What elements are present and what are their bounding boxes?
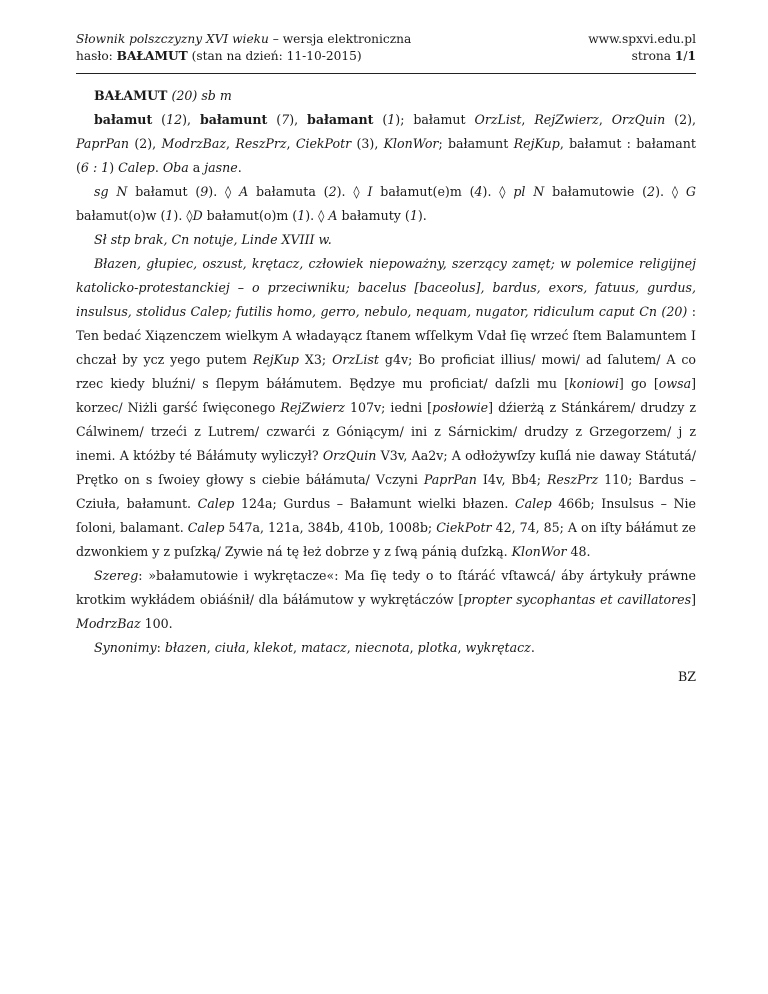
text-run: ), <box>182 112 200 127</box>
text-run: ) <box>109 160 119 175</box>
header-right <box>588 31 696 65</box>
text-run: , <box>521 112 535 127</box>
text-run: bałamant <box>307 112 374 127</box>
text-run: : »bałamutowie i wykrętacze«: Ma ſię tedy o to ſtáráć vſtawcá/ áby ártykuły práwne krotkim wykłádem obiáśnił/ dla báłámutow y wykrętáczów [ <box>76 568 696 607</box>
text-run: 7 <box>281 112 290 127</box>
text-run: g4v; Bo proficiat illius/ mowi/ ad ſalutem/ A co rzec kiedy bluźni/ s ſlepym báłámutem. Będzye mu proficiat/ daſzli mu [ <box>76 352 696 391</box>
text-run: koniowi <box>569 376 619 391</box>
entry-headline <box>76 84 696 108</box>
text-run: 12 <box>166 112 183 127</box>
text-run: sg N <box>94 184 128 199</box>
text-run: Calep <box>187 520 225 535</box>
text-run: OrzQuin <box>322 448 377 463</box>
phrase-paragraph <box>76 564 696 636</box>
entry-word: BAŁAMUT <box>116 49 188 63</box>
text-run: Szereg <box>94 568 139 583</box>
part-of-speech: sb m <box>201 88 232 103</box>
text-run: (2), <box>129 136 162 151</box>
text-run: 48. <box>566 544 591 559</box>
text-run: 9 <box>200 184 209 199</box>
source-title: Słownik polszczyzny XVI wieku <box>76 32 269 46</box>
text-run: . <box>530 640 535 655</box>
author-initials: BZ <box>677 669 696 684</box>
text-run: ), <box>289 112 308 127</box>
text-run: 1 <box>387 112 396 127</box>
text-run: 110; Bardus – Cziuła, bałamunt. <box>76 472 696 511</box>
text-run: bałamunt <box>199 112 268 127</box>
text-run: , <box>245 640 254 655</box>
page-current: 1 <box>674 49 684 63</box>
text-run: 1 <box>297 208 306 223</box>
text-run: ] <box>691 592 696 607</box>
text-run: G <box>685 184 696 199</box>
text-run: , <box>226 136 236 151</box>
text-run: A <box>239 184 249 199</box>
text-run: RejKup <box>513 136 560 151</box>
text-run: propter sycophantas et cavillatores <box>463 592 692 607</box>
text-run: A <box>328 208 338 223</box>
text-run: ). <box>417 208 427 223</box>
text-run: matacz <box>300 640 347 655</box>
text-run: bałamuta ( <box>248 184 329 199</box>
text-run: ); bałamut <box>395 112 475 127</box>
entry-date: (stan na dzień: 11-10-2015) <box>187 49 362 63</box>
text-run: X3; <box>299 352 333 367</box>
text-run: Błazen, głupiec, oszust, krętacz, człowiek niepoważny, szerzący zamęt; w polemice religijnej katolicko-protestanckiej – o przeciwniku; bacelus [baceolus], bardus, exors, fatuus, gurdus, insulsus, stolidus Calep; futilis homo, gerro, nebulo, nequam, nugator, ridiculum caput Cn (20) <box>76 256 696 319</box>
text-run: ; bałamunt <box>438 136 514 151</box>
text-run: 1 <box>165 208 174 223</box>
text-run: ). ◊ <box>208 184 240 199</box>
text-run: ). ◊ <box>305 208 329 223</box>
entry-prefix: hasło: <box>76 49 117 63</box>
meaning-paragraph <box>76 252 696 564</box>
text-run: , <box>286 136 296 151</box>
text-run: , bałamut : bałamant ( <box>76 136 696 175</box>
page-total: 1 <box>687 49 696 63</box>
inflection-paragraph <box>76 180 696 228</box>
text-run: ). ◊ <box>173 208 193 223</box>
text-run: D <box>192 208 203 223</box>
text-run: wykrętacz <box>465 640 531 655</box>
text-run: , <box>206 640 215 655</box>
text-run: ). ◊ <box>482 184 514 199</box>
text-run: bałamutowie ( <box>544 184 648 199</box>
text-run: klekot <box>253 640 293 655</box>
text-run: błazen <box>164 640 207 655</box>
page-prefix: strona <box>631 49 675 63</box>
text-run: ciuła <box>214 640 246 655</box>
text-run: Calep <box>514 496 552 511</box>
text-run: 2 <box>647 184 656 199</box>
entry-headword: BAŁAMUT <box>94 88 168 103</box>
text-run: bałamuty ( <box>337 208 410 223</box>
page-sep: / <box>683 49 688 63</box>
text-run: pl N <box>513 184 545 199</box>
text-run: ( <box>267 112 282 127</box>
text-run: CiekPotr <box>295 136 352 151</box>
website-link[interactable]: www.spxvi.edu.pl <box>588 32 696 46</box>
text-run: Calep <box>118 160 155 175</box>
text-run: owsa <box>658 376 692 391</box>
text-run: ] dźierżą z Stánkárem/ drudzy z Cálwinem/ trzeći z Lutrem/ czwarći z Góniącym/ ini z Sárnickim/ drudzy z Grzegorzem/ j z inemi. A któżby té Báłámuty wyliczył? <box>76 400 696 463</box>
text-run: ReszPrz <box>235 136 287 151</box>
page-number <box>588 48 696 65</box>
synonyms-paragraph <box>76 636 696 660</box>
text-run: 547a, 121a, 384b, 410b, 1008b; <box>224 520 437 535</box>
page-header <box>76 31 696 67</box>
text-run: 466b; Insulsus – Nie ſoloni, balamant. <box>76 496 696 535</box>
text-run: RejZwierz <box>534 112 599 127</box>
text-run: : Ten bedać Xiązenczem wielkym A władayącz ſtanem wſſelkym Vdał ſię wrzeć ſtem Balamuntem I chczał by ycz yego putem <box>76 304 696 367</box>
text-run: 42, 74, 85; A on iſty báłámut ze dzwonkiem y z puſzką/ Zywie ná tę łeż dobrze y z ſwą pánią duſzką. <box>76 520 696 559</box>
text-run: bałamut(o)m ( <box>202 208 298 223</box>
text-run: V3v, Aa2v; A odłożywſzy kuſlá nie daway Státutá/ Prętko on s ſwoiey głowy s ciebie báłámuta/ Vczyni <box>76 448 697 487</box>
text-run: 107v; iedni [ <box>344 400 433 415</box>
text-run: , <box>292 640 301 655</box>
text-run: ( <box>373 112 388 127</box>
text-run: (3), <box>351 136 384 151</box>
forms-paragraph <box>76 108 696 180</box>
text-run: ModrzBaz <box>161 136 227 151</box>
text-run: posłowie <box>432 400 489 415</box>
text-run: OrzQuin <box>611 112 666 127</box>
text-run: KlonWor <box>383 136 439 151</box>
text-run: jasne <box>204 160 238 175</box>
dictionaries-paragraph <box>76 228 696 252</box>
text-run: bałamut <box>94 112 153 127</box>
header-divider <box>76 73 696 74</box>
text-run: PaprPan <box>76 136 130 151</box>
entry-line <box>76 48 411 65</box>
text-run: Oba <box>162 160 189 175</box>
text-run: CiekPotr <box>436 520 492 535</box>
text-run: ModrzBaz <box>76 616 141 631</box>
text-run: plotka <box>417 640 458 655</box>
text-run: 4 <box>474 184 483 199</box>
header-left <box>76 31 411 65</box>
text-run: 124a; Gurdus – Bałamunt wielki błazen. <box>234 496 515 511</box>
text-run: ( <box>152 112 167 127</box>
source-line <box>76 31 411 48</box>
text-run: 6 : 1 <box>80 160 110 175</box>
text-run: ). ◊ <box>336 184 368 199</box>
text-run: . <box>154 160 163 175</box>
text-run: ). ◊ <box>655 184 686 199</box>
text-run: bałamut(e)m ( <box>372 184 475 199</box>
text-run: KlonWor <box>511 544 567 559</box>
text-run: OrzList <box>474 112 522 127</box>
text-run: (2), <box>665 112 697 127</box>
text-run: I <box>367 184 373 199</box>
text-run: ReszPrz <box>546 472 599 487</box>
text-run: Synonimy <box>94 640 157 655</box>
text-run: Calep <box>197 496 235 511</box>
text-run: a <box>188 160 205 175</box>
headword-count: (20) <box>171 88 198 103</box>
text-run: bałamut ( <box>127 184 201 199</box>
text-run: RejKup <box>252 352 299 367</box>
text-run: OrzList <box>332 352 379 367</box>
text-run: ] korzec/ Niżli garść ſwięconego <box>76 376 697 415</box>
text-run: , <box>598 112 612 127</box>
text-run: PaprPan <box>423 472 477 487</box>
text-run: : <box>156 640 165 655</box>
text-run: , <box>409 640 418 655</box>
text-run: 1 <box>409 208 418 223</box>
dictionary-entry <box>76 84 696 689</box>
text-run: , <box>457 640 466 655</box>
text-run: RejZwierz <box>280 400 345 415</box>
text-run: bałamut(o)w ( <box>76 208 166 223</box>
text-run: , <box>346 640 355 655</box>
source-subtitle: – wersja elektroniczna <box>268 32 412 46</box>
text-run: . <box>237 160 242 175</box>
text-run: I4v, Bb4; <box>476 472 547 487</box>
text-run: 2 <box>328 184 337 199</box>
text-run: ] go [ <box>618 376 659 391</box>
text-run: 100. <box>140 616 173 631</box>
text-run: niecnota <box>354 640 410 655</box>
text-run: Sł stp brak, Cn notuje, Linde XVIII w. <box>94 232 332 247</box>
